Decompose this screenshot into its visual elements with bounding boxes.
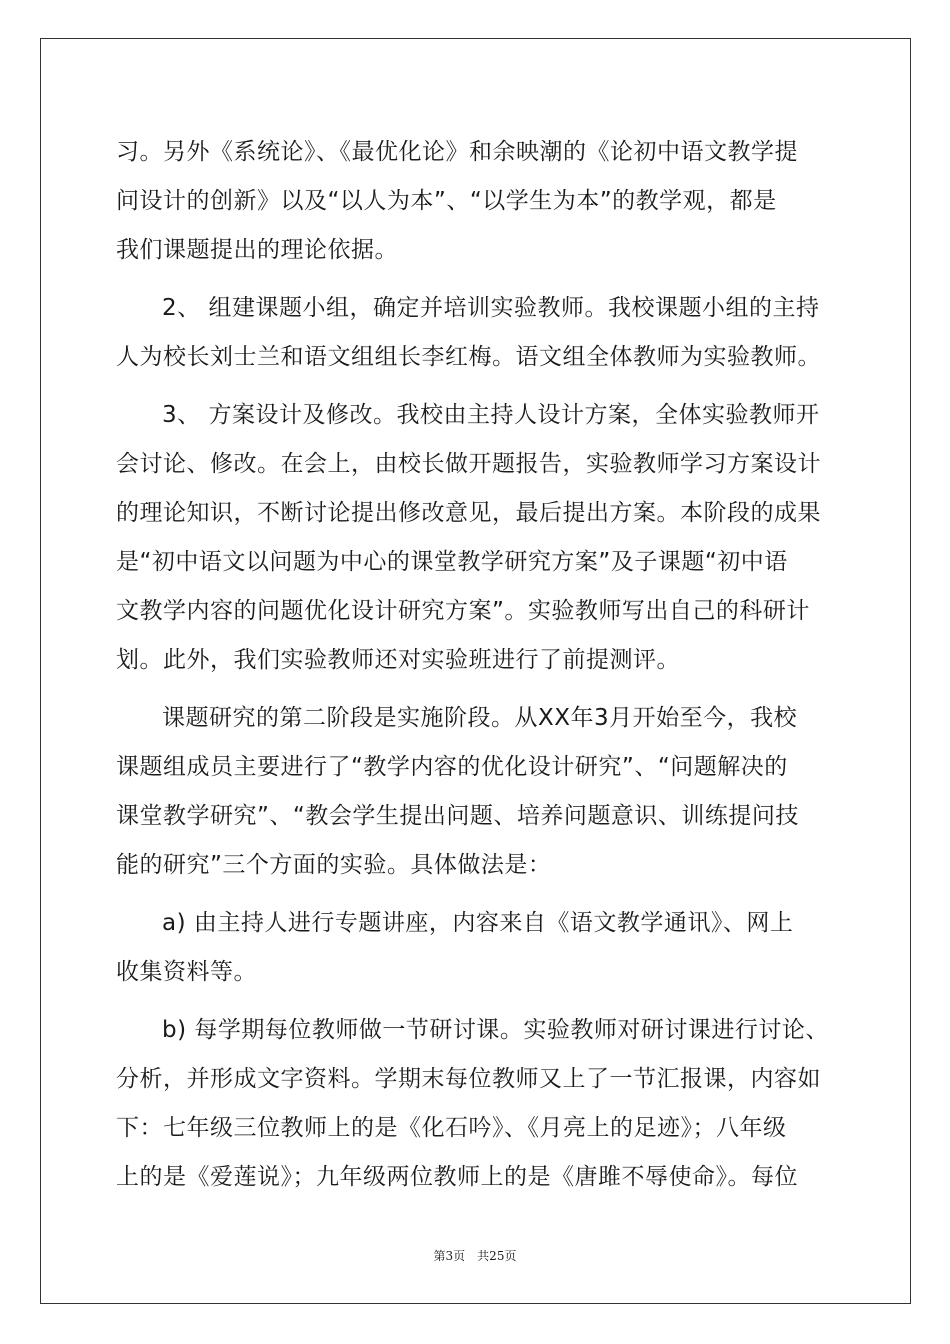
text-line: 人为校长刘士兰和语文组组长李红梅。语文组全体教师为实验教师。: [116, 344, 821, 370]
text-line: 划。此外，我们实验教师还对实验班进行了前提测评。: [116, 647, 680, 673]
text-line: 分析，并形成文字资料。学期末每位教师又上了一节汇报课，内容如: [116, 1066, 821, 1092]
text-line: 问设计的创新》以及“以人为本”、“以学生为本”的教学观，都是: [116, 188, 777, 214]
text-line: 收集资料等。: [116, 959, 257, 985]
text-line: 会讨论、修改。在会上，由校长做开题报告，实验教师学习方案设计: [116, 451, 821, 477]
text-line: 课题组成员主要进行了“教学内容的优化设计研究”、“问题解决的: [116, 754, 788, 780]
page-number-footer: 第3页 共25页: [433, 1249, 517, 1263]
text-line: 是“初中语文以问题为中心的课堂教学研究方案”及子课题“初中语: [116, 549, 788, 575]
paragraph-first-line: 课题研究的第二阶段是实施阶段。从XX年3月开始至今，我校: [162, 705, 798, 731]
paragraph-first-line: a) 由主持人进行专题讲座，内容来自《语文教学通讯》、网上: [162, 910, 794, 936]
text-line: 下：七年级三位教师上的是《化石吟》、《月亮上的足迹》；八年级: [116, 1115, 787, 1141]
text-line: 的理论知识，不断讨论提出修改意见，最后提出方案。本阶段的成果: [116, 500, 821, 526]
text-line: 我们课题提出的理论依据。: [116, 237, 398, 263]
text-line: 课堂教学研究”、“教会学生提出问题、培养问题意识、训练提问技: [116, 803, 799, 829]
paragraph-first-line: b) 每学期每位教师做一节研讨课。实验教师对研讨课进行讨论、: [162, 1017, 829, 1043]
paragraph-first-line: 3、 方案设计及修改。我校由主持人设计方案，全体实验教师开: [162, 402, 820, 428]
text-line: 上的是《爱莲说》；九年级两位教师上的是《唐雎不辱使命》。每位: [116, 1164, 798, 1190]
text-line: 文教学内容的问题优化设计研究方案”。实验教师写出自己的科研计: [116, 598, 810, 624]
document-body: [116, 128, 836, 1202]
text-line: 习。另外《系统论》、《最优化论》和余映潮的《论初中语文教学提: [116, 139, 798, 165]
text-line: 能的研究”三个方面的实验。具体做法是：: [116, 852, 552, 878]
paragraph-first-line: 2、 组建课题小组，确定并培训实验教师。我校课题小组的主持: [162, 295, 820, 321]
